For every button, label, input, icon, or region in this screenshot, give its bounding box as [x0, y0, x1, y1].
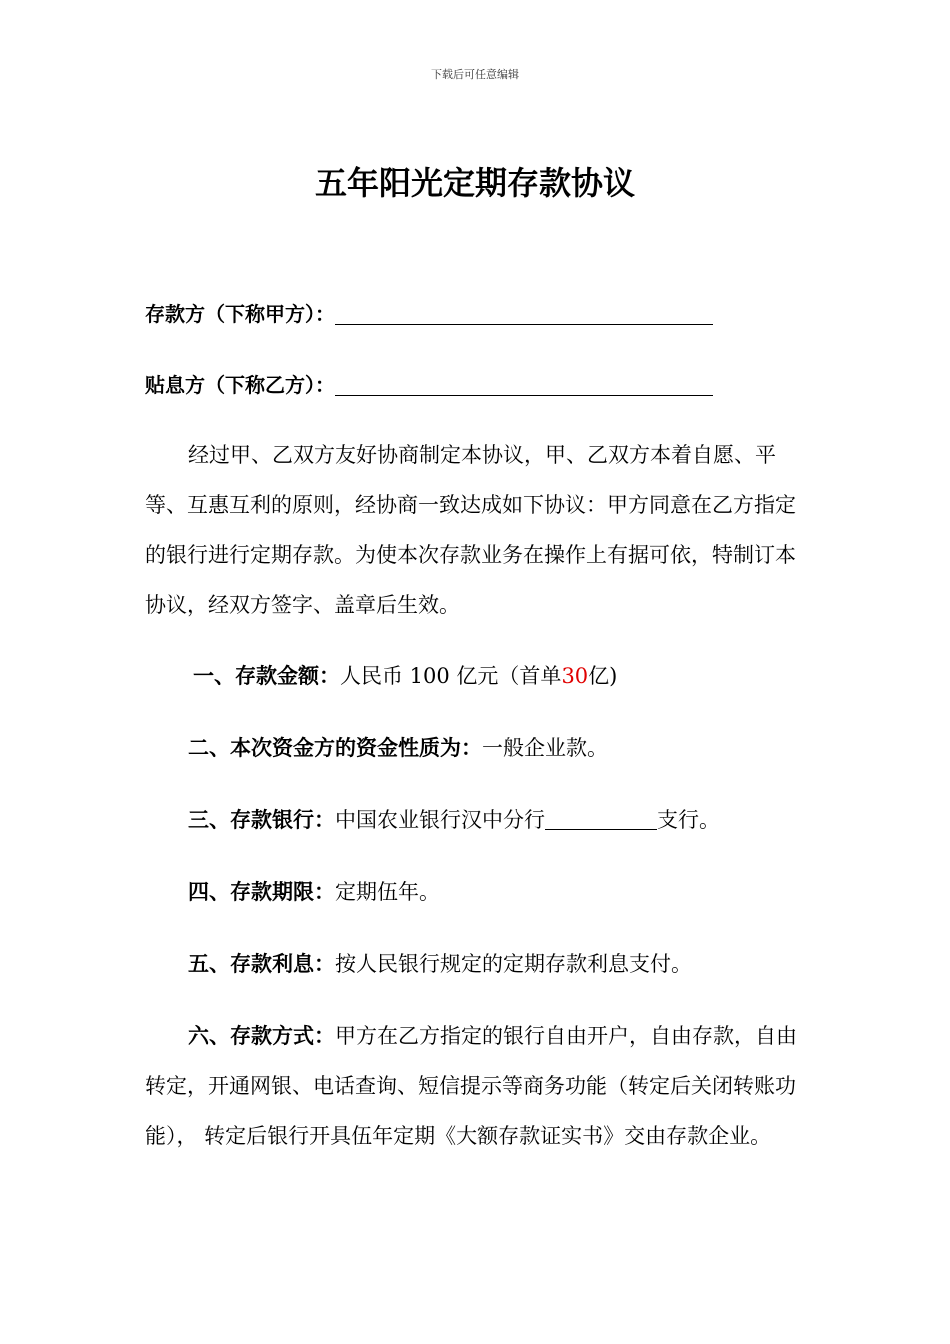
- clause-bank-label: 三、存款银行：: [188, 808, 335, 832]
- subsidizer-blank: [335, 375, 713, 396]
- clause-interest-label: 五、存款利息：: [188, 952, 335, 976]
- clause-amount-label: 一、存款金额：: [193, 664, 340, 688]
- clause-term: [145, 867, 850, 917]
- header-note: 下载后可任意编辑: [431, 68, 519, 81]
- depositor-blank: [335, 304, 713, 325]
- clause-term-text: 定期伍年。: [335, 880, 440, 904]
- clause-term-label: 四、存款期限：: [188, 880, 335, 904]
- clause-amount: [145, 651, 855, 701]
- clause-nature-label: 二、本次资金方的资金性质为：: [188, 736, 482, 760]
- clause-bank-suffix: 支行。: [657, 808, 720, 832]
- depositor-label: 存款方（下称甲方）：: [145, 302, 335, 326]
- clause-bank-text: 中国农业银行汉中分行: [335, 808, 545, 832]
- clause-interest-text: 按人民银行规定的定期存款利息支付。: [335, 952, 692, 976]
- clause-amount-unit: 亿): [588, 664, 618, 688]
- intro-paragraph: 经过甲、乙双方友好协商制定本协议，甲、乙双方本着自愿、平等、互惠互利的原则，经协商一致达成如下协议：甲方同意在乙方指定的银行进行定期存款。为使本次存款业务在操作上有据可依，特制订本协议，经双方签字、盖章后生效。: [145, 443, 796, 617]
- clause-method-text: 甲方在乙方指定的银行自由开户，自由存款，自由转定，开通网银、电话查询、短信提示等商务功能（转定后关闭转账功能）， 转定后银行开具伍年定期《大额存款证实书》交由存款企业。: [145, 1024, 797, 1148]
- clause-method: [145, 1011, 807, 1161]
- clause-nature-text: 一般企业款。: [482, 736, 608, 760]
- subsidizer-label: 贴息方（下称乙方）：: [145, 373, 335, 397]
- clause-method-label: 六、存款方式：: [188, 1024, 335, 1048]
- branch-blank: [545, 809, 657, 830]
- clause-amount-text: 人民币 100 亿元（首单: [340, 664, 562, 688]
- clause-interest: [145, 939, 850, 989]
- first-tranche-amount: 30: [561, 664, 589, 688]
- subsidizer-line: [145, 369, 713, 398]
- depositor-line: [145, 298, 713, 327]
- clause-nature: [145, 723, 850, 773]
- document-title: 五年阳光定期存款协议: [314, 164, 635, 202]
- clause-bank: [145, 795, 850, 845]
